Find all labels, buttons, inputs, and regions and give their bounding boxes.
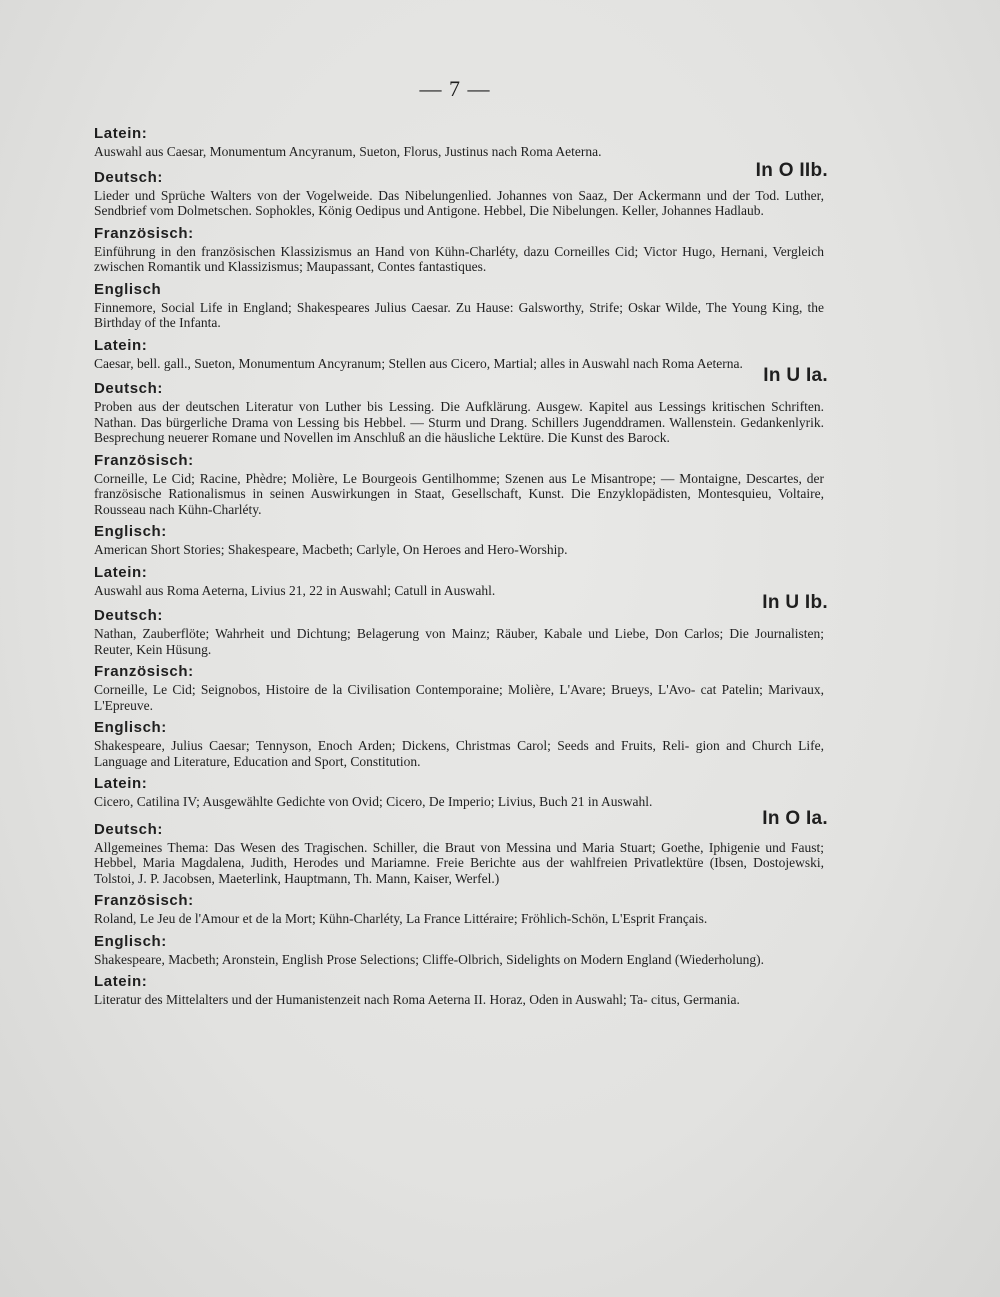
section-deutsch	[94, 807, 828, 887]
section-latein	[94, 774, 824, 810]
subject-heading: Französisch:	[94, 224, 194, 242]
section-deutsch	[94, 365, 828, 446]
subject-text: Roland, Le Jeu de l'Amour et de la Mort; Kühn-Charléty, La France Littéraire; Fröhlich-Schön, L'Esprit Français.	[94, 911, 708, 926]
curriculum-content	[94, 124, 828, 1013]
subject-heading: Deutsch:	[94, 380, 163, 397]
subject-heading: Latein:	[94, 973, 148, 990]
section-englisch	[94, 522, 824, 558]
section-latein	[94, 563, 824, 599]
subject-text: Corneille, Le Cid; Racine, Phèdre; Molière, Le Bourgeois Gentilhomme; Szenen aus Le Misantrope; — Montaigne, Descartes, der französische Rationalismus in seinen Auswirkungen in Staat, Gesellschaft, Kunst. Die Enzyklopädisten, Montesquieu, Voltaire, Rousseau nach Kühn-Charléty.	[94, 470, 824, 517]
subject-text: Caesar, bell. gall., Sueton, Monumentum Ancyranum; Stellen aus Cicero, Martial; alles in Auswahl nach Roma Aeterna.	[94, 355, 743, 371]
subject-text: Lieder und Sprüche Walters von der Vogelweide. Das Nibelungenlied. Johannes von Saaz, Der Ackermann und der Tod. Luther, Sendbrief vom Dolmetschen. Sophokles, König Oedipus und Antigone. Hebbel, Die Nibelungen. Keller, Johannes Hadlaub.	[94, 187, 824, 218]
subject-heading: Deutsch:	[94, 820, 163, 838]
section-englisch	[94, 280, 824, 331]
class-label: In O IIb.	[755, 159, 828, 181]
section-franzoesisch	[94, 224, 824, 275]
subject-text: Shakespeare, Macbeth; Aronstein, English Prose Selections; Cliffe-Olbrich, Sidelights on Modern England (Wiederholung).	[94, 951, 764, 967]
section-franzoesisch	[94, 891, 824, 927]
subject-heading: Latein:	[94, 125, 148, 142]
section-englisch	[94, 932, 824, 968]
subject-text: Proben aus der deutschen Literatur von Luther bis Lessing. Die Aufklärung. Ausgew. Kapitel aus Lessings kritischen Schriften. Nathan. Das bürgerliche Drama von Lessing bis Hebbel. — Sturm und Drang. Schillers Jugenddramen. Wallenstein. Gedankenlyrik. Besprechung neuerer Romane und Novellen im Anschluß an die häusliche Lektüre. Die Kunst des Barock.	[94, 399, 824, 445]
subject-heading: Französisch:	[94, 451, 194, 469]
subject-heading: Latein:	[94, 563, 148, 581]
subject-text: Allgemeines Thema: Das Wesen des Tragischen. Schiller, die Braut von Messina und Maria Stuart; Goethe, Iphigenie und Faust; Hebbel, Maria Magdalena, Judith, Herodes und Mariamne. Freie Berichte aus der wahlfreien Privatlektüre (Ibsen, Dostojewski, Tolstoi, J. P. Jacobsen, Maeterlink, Hauptmann, Th. Mann, Kaiser, Werfel.)	[94, 839, 824, 886]
subject-text: Cicero, Catilina IV; Ausgewählte Gedichte von Ovid; Cicero, De Imperio; Livius, Buch 21 in Auswahl.	[94, 794, 653, 809]
subject-text: Corneille, Le Cid; Seignobos, Histoire de la Civilisation Contemporaine; Molière, L'Avare; Brueys, L'Avo- cat Patelin; Marivaux, L'Epreuve.	[94, 682, 824, 713]
subject-text: Shakespeare, Julius Caesar; Tennyson, Enoch Arden; Dickens, Christmas Carol; Seeds and Fruits, Reli- gion and Church Life, Language and Literature, Education and Sport, Constitution.	[94, 738, 824, 769]
section-franzoesisch	[94, 451, 824, 518]
class-label: In U Ia.	[763, 365, 828, 386]
subject-heading: Deutsch:	[94, 168, 163, 186]
subject-heading: Englisch:	[94, 932, 167, 950]
section-latein	[94, 336, 824, 372]
subject-text: Auswahl aus Caesar, Monumentum Ancyranum, Sueton, Florus, Justinus nach Roma Aeterna.	[94, 144, 602, 159]
section-deutsch	[94, 592, 828, 657]
subject-heading: Deutsch:	[94, 607, 163, 624]
subject-heading: Englisch:	[94, 523, 167, 540]
page-number: — 7 —	[419, 76, 491, 101]
section-latein	[94, 124, 824, 160]
subject-heading: Latein:	[94, 336, 148, 354]
subject-text: Finnemore, Social Life in England; Shakespeares Julius Caesar. Zu Hause: Galsworthy, Strife; Oskar Wilde, The Young King, the Birthday of the Infanta.	[94, 299, 824, 330]
subject-text: Nathan, Zauberflöte; Wahrheit und Dichtung; Belagerung von Mainz; Räuber, Kabale und Liebe, Don Carlos; Die Journalisten; Reuter, Kein Hüsung.	[94, 626, 824, 657]
subject-text: Auswahl aus Roma Aeterna, Livius 21, 22 in Auswahl; Catull in Auswahl.	[94, 582, 496, 598]
section-franzoesisch	[94, 662, 824, 713]
subject-heading: Latein:	[94, 775, 148, 792]
subject-heading: Englisch	[94, 280, 162, 298]
subject-text: Literatur des Mittelalters und der Humanistenzeit nach Roma Aeterna II. Horaz, Oden in Auswahl; Ta- citus, Germania.	[94, 992, 740, 1007]
section-deutsch	[94, 159, 828, 219]
class-label: In U Ib.	[762, 592, 828, 613]
section-englisch	[94, 718, 824, 769]
class-label: In O Ia.	[762, 807, 828, 829]
subject-heading: Französisch:	[94, 663, 194, 680]
section-latein	[94, 972, 824, 1008]
subject-heading: Englisch:	[94, 719, 167, 736]
subject-text: Einführung in den französischen Klassizismus an Hand von Kühn-Charléty, dazu Corneilles Cid; Victor Hugo, Hernani, Vergleich zwischen Romantik und Klassizismus; Maupassant, Contes fantastiques.	[94, 243, 824, 274]
subject-text: American Short Stories; Shakespeare, Macbeth; Carlyle, On Heroes and Hero-Worship.	[94, 542, 568, 557]
subject-heading: Französisch:	[94, 892, 194, 909]
